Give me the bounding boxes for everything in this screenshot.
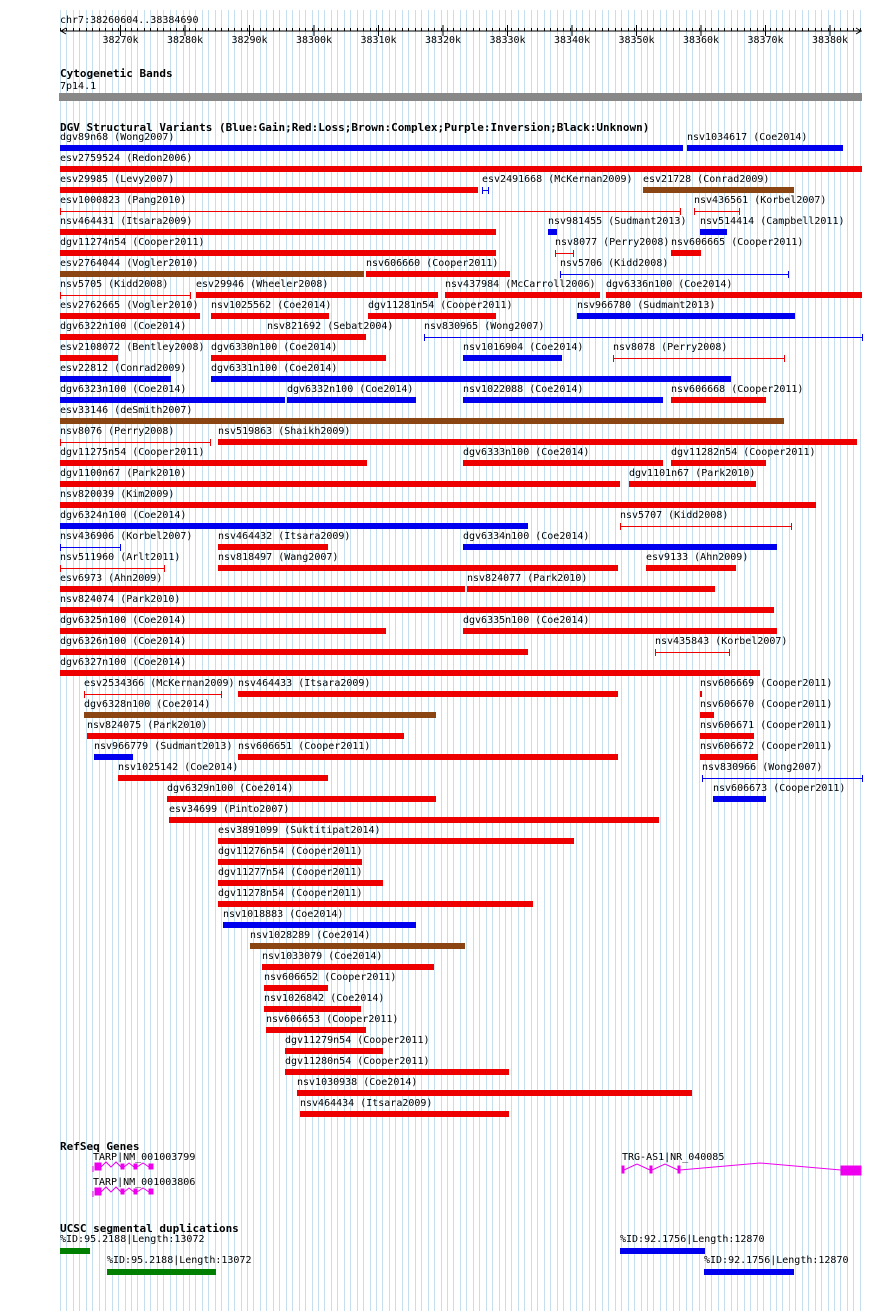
variant-bar[interactable] [267,334,366,340]
variant-bar[interactable] [577,313,795,319]
cytoband-bar[interactable] [59,93,862,101]
ruler-tick-label: 38300k [295,35,333,46]
variant-bar[interactable] [463,460,663,466]
variant-bar[interactable] [238,691,618,697]
variant-label[interactable]: dgv11281n54 (Cooper2011) [368,300,513,311]
ruler-tick-label: 38280k [166,35,204,46]
variant-bar[interactable] [60,145,683,151]
gene-tarp-nm-001003799 [93,1162,153,1172]
variant-bar[interactable] [60,229,496,235]
grid-line [615,10,616,1311]
variant-label[interactable]: nsv8077 (Perry2008) [555,237,670,248]
grid-line [834,10,835,1311]
grid-line [511,10,512,1311]
variant-label[interactable]: esv2108072 (Bentley2008) [60,342,205,353]
variant-bar[interactable] [671,460,766,466]
variant-label[interactable]: nsv830965 (Wong2007) [424,321,545,332]
variant-label[interactable]: nsv824075 (Park2010) [87,720,208,731]
variant-label[interactable]: nsv830966 (Wong2007) [702,762,823,773]
grid-line [563,10,564,1311]
variant-label[interactable]: nsv606652 (Cooper2011) [264,972,397,983]
variant-label[interactable]: dgv6327n100 (Coe2014) [60,657,187,668]
variant-bar[interactable] [60,397,285,403]
ruler-tick-label: 38340k [553,35,591,46]
cytobands-track-title: Cytogenetic Bands [60,67,173,80]
grid-line [266,10,267,1311]
variant-bar[interactable] [463,628,777,634]
variant-bar[interactable] [211,313,329,319]
variant-label[interactable]: nsv606653 (Cooper2011) [266,1014,399,1025]
variant-label[interactable]: nsv519863 (Shaikh2009) [218,426,351,437]
variant-label[interactable]: nsv821692 (Sebat2004) [267,321,394,332]
variant-bar[interactable] [300,1111,509,1117]
grid-line [537,10,538,1311]
grid-line [531,10,532,1311]
variant-bar[interactable] [250,943,465,949]
variant-bar[interactable] [60,481,620,487]
variant-label[interactable]: esv2759524 (Redon2006) [60,153,193,164]
grid-line [279,10,280,1311]
variant-bar[interactable] [218,544,328,550]
variant-label[interactable]: nsv966780 (Sudmant2013) [577,300,716,311]
variant-label[interactable]: nsv5706 (Kidd2008) [560,258,669,269]
variant-label[interactable]: nsv966779 (Sudmant2013) [94,741,233,752]
ruler-tick-label: 38270k [102,35,139,46]
ruler [0,0,890,60]
grid-line [195,10,196,1311]
variant-label[interactable]: nsv1025562 (Coe2014) [211,300,332,311]
grid-line [595,10,596,1311]
variant-label[interactable]: nsv464431 (Itsara2009) [60,216,193,227]
variant-bar[interactable] [218,880,383,886]
variant-line[interactable] [702,774,863,782]
ruler-tick-label: 38320k [424,35,462,46]
variant-bar[interactable] [445,292,600,298]
variant-bar[interactable] [223,922,416,928]
grid-line [860,10,861,1311]
dgv-track-title: DGV Structural Variants (Blue:Gain;Red:Loss;Brown:Complex;Purple:Inversion;Black:Unknown) [60,121,650,134]
grid-line [524,10,525,1311]
variant-bar[interactable] [60,376,171,382]
grid-line [666,10,667,1311]
variant-label[interactable]: nsv820039 (Kim2009) [60,489,175,500]
grid-line [557,10,558,1311]
variant-label[interactable]: dgv6333n100 (Coe2014) [463,447,590,458]
variant-bar[interactable] [211,355,386,361]
variant-line[interactable] [560,270,789,278]
grid-line [582,10,583,1311]
variant-line[interactable] [60,438,211,446]
variant-bar[interactable] [60,586,465,592]
grid-line [189,10,190,1311]
variant-bar[interactable] [643,187,794,193]
variant-label[interactable]: esv2764044 (Vogler2010) [60,258,199,269]
variant-line[interactable] [613,354,785,362]
variant-label[interactable]: dgv6332n100 (Coe2014) [287,384,414,395]
grid-line [576,10,577,1311]
grid-line [241,10,242,1311]
variant-bar[interactable] [169,817,659,823]
variant-label[interactable]: dgv11274n54 (Cooper2011) [60,237,205,248]
grid-line [221,10,222,1311]
grid-line [234,10,235,1311]
variant-label[interactable]: nsv1026842 (Coe2014) [264,993,385,1004]
variant-label[interactable]: nsv8078 (Perry2008) [613,342,728,353]
variant-label[interactable]: dgv6331n100 (Coe2014) [211,363,338,374]
variant-label[interactable]: nsv5707 (Kidd2008) [620,510,729,521]
variant-label[interactable]: esv21728 (Conrad2009) [643,174,770,185]
grid-line [253,10,254,1311]
variant-label[interactable]: esv29985 (Levy2007) [60,174,175,185]
variant-label[interactable]: nsv606668 (Cooper2011) [671,384,804,395]
variant-bar[interactable] [167,796,436,802]
variant-bar[interactable] [548,229,557,235]
variant-label[interactable]: nsv1022088 (Coe2014) [463,384,584,395]
variant-line[interactable] [84,690,222,698]
refseq-gene-glyphs[interactable] [0,1160,890,1200]
grid-line [853,10,854,1311]
ruler-tick-label: 38330k [489,35,526,46]
grid-line [589,10,590,1311]
variant-label[interactable]: nsv981455 (Sudmant2013) [548,216,687,227]
variant-bar[interactable] [60,628,386,634]
variant-bar[interactable] [60,649,528,655]
ruler-tick-label: 38370k [747,35,784,46]
variant-label[interactable]: nsv436561 (Korbel2007) [694,195,827,206]
ruler-tick-label: 38350k [618,35,655,46]
variant-label[interactable]: dgv11280n54 (Cooper2011) [285,1056,430,1067]
variant-label[interactable]: esv2491668 (McKernan2009) [482,174,633,185]
grid-line [286,10,287,1311]
variant-label[interactable]: dgv11275n54 (Cooper2011) [60,447,205,458]
variant-label[interactable]: nsv436906 (Korbel2007) [60,531,193,542]
gene-label[interactable]: TARP|NM_001003806 [93,1177,196,1188]
variant-label[interactable]: dgv6329n100 (Coe2014) [167,783,294,794]
gene-tarp-nm-001003806 [93,1187,153,1197]
grid-line [550,10,551,1311]
variant-bar[interactable] [60,271,364,277]
ruler-tick-label: 38380k [811,35,849,46]
variant-label[interactable]: esv9133 (Ahn2009) [646,552,749,563]
variant-bar[interactable] [262,964,434,970]
variant-label[interactable]: nsv824077 (Park2010) [467,573,588,584]
variant-label[interactable]: nsv8076 (Perry2008) [60,426,175,437]
ruler-tick-label: 38290k [231,35,268,46]
variant-bar[interactable] [671,397,766,403]
variant-bar[interactable] [700,754,758,760]
grid-line [660,10,661,1311]
variant-label[interactable]: dgv6336n100 (Coe2014) [606,279,733,290]
grid-line [215,10,216,1311]
variant-bar[interactable] [60,460,367,466]
variant-bar[interactable] [366,271,510,277]
variant-bar[interactable] [218,901,533,907]
variant-bar[interactable] [196,292,438,298]
ruler-tick-label: 38360k [682,35,720,46]
variant-label[interactable]: dgv1101n67 (Park2010) [629,468,756,479]
variant-label[interactable]: nsv824074 (Park2010) [60,594,181,605]
grid-line [647,10,648,1311]
grid-line [518,10,519,1311]
variant-label[interactable]: dgv6322n100 (Coe2014) [60,321,187,332]
variant-bar[interactable] [264,985,328,991]
grid-line [202,10,203,1311]
variant-label[interactable]: esv1000823 (Pang2010) [60,195,187,206]
variant-bar[interactable] [463,397,663,403]
variant-bar[interactable] [60,523,528,529]
variant-label[interactable]: dgv11279n54 (Cooper2011) [285,1035,430,1046]
ruler-tick-label: 38310k [360,35,397,46]
variant-label[interactable]: nsv435843 (Korbel2007) [655,636,788,647]
refseq-track-title: RefSeq Genes [60,1140,140,1153]
grid-line [570,10,571,1311]
grid-line [544,10,545,1311]
variant-bar[interactable] [687,145,843,151]
variant-line[interactable] [620,522,792,530]
variant-label[interactable]: nsv1033079 (Coe2014) [262,951,383,962]
variant-label[interactable]: nsv818497 (Wang2007) [218,552,339,563]
variant-label[interactable]: nsv1016904 (Coe2014) [463,342,584,353]
variant-bar[interactable] [94,754,133,760]
variant-label[interactable]: nsv606671 (Cooper2011) [700,720,833,731]
variant-label[interactable]: esv29946 (Wheeler2008) [196,279,329,290]
variant-label[interactable]: dgv6330n100 (Coe2014) [211,342,338,353]
grid-line [273,10,274,1311]
grid-line [641,10,642,1311]
variant-label[interactable]: nsv1025142 (Coe2014) [118,762,239,773]
grid-line [608,10,609,1311]
variant-line[interactable] [424,333,863,341]
grid-line [679,10,680,1311]
variant-label[interactable]: nsv606665 (Cooper2011) [671,237,804,248]
variant-label[interactable]: nsv511960 (Arlt2011) [60,552,181,563]
variant-label[interactable]: dgv1100n67 (Park2010) [60,468,187,479]
variant-bar[interactable] [60,166,862,172]
variant-bar[interactable] [60,418,784,424]
gene-label[interactable]: TARP|NM_001003799 [93,1152,196,1163]
grid-line [634,10,635,1311]
variant-label[interactable]: dgv6328n100 (Coe2014) [84,699,211,710]
variant-bar[interactable] [629,481,756,487]
grid-line [621,10,622,1311]
variant-bar[interactable] [467,586,715,592]
variant-bar[interactable] [238,754,618,760]
variant-label[interactable]: dgv6323n100 (Coe2014) [60,384,187,395]
variant-bar[interactable] [60,670,760,676]
variant-label[interactable]: dgv11278n54 (Cooper2011) [218,888,363,899]
variant-bar[interactable] [264,1006,361,1012]
segdup-label[interactable]: %ID:95.2188|Length:13072 [60,1234,205,1245]
grid-line [247,10,248,1311]
grid-line [828,10,829,1311]
grid-line [673,10,674,1311]
gene-label[interactable]: TRG-AS1|NR_040085 [622,1152,725,1163]
variant-label[interactable]: dgv6335n100 (Coe2014) [463,615,590,626]
variant-bar[interactable] [84,712,436,718]
segdup-track-title: UCSC segmental duplications [60,1222,239,1235]
variant-line[interactable] [60,564,165,572]
grid-line [653,10,654,1311]
variant-label[interactable]: nsv5705 (Kidd2008) [60,279,169,290]
variant-label[interactable]: nsv606651 (Cooper2011) [238,741,371,752]
segdup-label[interactable]: %ID:92.1756|Length:12870 [704,1255,849,1266]
segdup-label[interactable]: %ID:92.1756|Length:12870 [620,1234,765,1245]
variant-label[interactable]: nsv1028289 (Coe2014) [250,930,371,941]
variant-label[interactable]: nsv606672 (Cooper2011) [700,741,833,752]
variant-bar[interactable] [646,565,736,571]
variant-bar[interactable] [87,733,404,739]
variant-bar[interactable] [700,691,702,697]
variant-bar[interactable] [671,250,701,256]
variant-label[interactable]: nsv464432 (Itsara2009) [218,531,351,542]
grid-line [292,10,293,1311]
variant-line[interactable] [555,249,574,257]
variant-label[interactable]: nsv1018883 (Coe2014) [223,909,344,920]
variant-label[interactable]: nsv606669 (Cooper2011) [700,678,833,689]
grid-line [208,10,209,1311]
variant-bar[interactable] [118,775,328,781]
variant-bar[interactable] [218,565,618,571]
variant-bar[interactable] [463,544,777,550]
variant-bar[interactable] [60,187,478,193]
grid-line [628,10,629,1311]
variant-label[interactable]: dgv6334n100 (Coe2014) [463,531,590,542]
grid-line [692,10,693,1311]
grid-line [686,10,687,1311]
variant-line[interactable] [60,291,191,299]
variant-label[interactable]: esv2762665 (Vogler2010) [60,300,199,311]
variant-label[interactable]: esv6973 (Ahn2009) [60,573,163,584]
variant-label[interactable]: dgv11277n54 (Cooper2011) [218,867,363,878]
grid-line [847,10,848,1311]
variant-bar[interactable] [60,313,200,319]
variant-bar[interactable] [60,355,118,361]
variant-line[interactable] [655,648,730,656]
segdup-bar[interactable] [620,1248,705,1254]
variant-label[interactable]: nsv606660 (Cooper2011) [366,258,499,269]
variant-bar[interactable] [285,1048,383,1054]
variant-label[interactable]: dgv11282n54 (Cooper2011) [671,447,816,458]
grid-line [260,10,261,1311]
variant-bar[interactable] [713,796,766,802]
variant-label[interactable]: nsv606670 (Cooper2011) [700,699,833,710]
grid-line [840,10,841,1311]
variant-label[interactable]: dgv6325n100 (Coe2014) [60,615,187,626]
variant-line[interactable] [60,207,681,215]
variant-label[interactable]: dgv6324n100 (Coe2014) [60,510,187,521]
gene-trg-as1 [622,1163,861,1175]
variant-bar[interactable] [60,607,774,613]
variant-bar[interactable] [211,376,731,382]
variant-bar[interactable] [266,1027,366,1033]
variant-label[interactable]: dgv89n68 (Wong2007) [60,132,175,143]
variant-bar[interactable] [218,859,362,865]
variant-bar[interactable] [700,712,714,718]
variant-bar[interactable] [700,229,727,235]
segdup-bar[interactable] [107,1269,216,1275]
variant-bar[interactable] [218,838,574,844]
variant-bar[interactable] [60,502,816,508]
variant-label[interactable]: dgv6326n100 (Coe2014) [60,636,187,647]
variant-bar[interactable] [285,1069,509,1075]
variant-label[interactable]: nsv464433 (Itsara2009) [238,678,371,689]
cytoband-label: 7p14.1 [60,81,97,92]
variant-label[interactable]: nsv437984 (McCarroll2006) [445,279,596,290]
variant-label[interactable]: dgv11276n54 (Cooper2011) [218,846,363,857]
variant-line[interactable] [60,543,121,551]
variant-label[interactable]: esv3891099 (Suktitipat2014) [218,825,381,836]
coordinates-label: chr7:38260604..38384690 [60,15,199,26]
variant-label[interactable]: nsv464434 (Itsara2009) [300,1098,433,1109]
variant-label[interactable]: esv33146 (deSmith2007) [60,405,193,416]
variant-label[interactable]: esv2534366 (McKernan2009) [84,678,235,689]
variant-label[interactable]: esv34699 (Pinto2007) [169,804,290,815]
variant-label[interactable]: nsv1030938 (Coe2014) [297,1077,418,1088]
variant-bar[interactable] [287,397,416,403]
variant-line[interactable] [694,207,740,215]
variant-bar[interactable] [297,1090,692,1096]
segdup-bar[interactable] [60,1248,90,1254]
variant-line[interactable] [482,186,489,194]
segdup-label[interactable]: %ID:95.2188|Length:13072 [107,1255,252,1266]
variant-bar[interactable] [606,292,862,298]
grid-line [228,10,229,1311]
variant-bar[interactable] [218,439,857,445]
variant-bar[interactable] [700,733,754,739]
variant-bar[interactable] [60,250,496,256]
variant-label[interactable]: esv22812 (Conrad2009) [60,363,187,374]
variant-label[interactable]: nsv1034617 (Coe2014) [687,132,808,143]
grid-line [602,10,603,1311]
variant-bar[interactable] [463,355,562,361]
variant-label[interactable]: nsv606673 (Cooper2011) [713,783,846,794]
segdup-bar[interactable] [704,1269,794,1275]
variant-label[interactable]: nsv514414 (Campbell2011) [700,216,845,227]
variant-bar[interactable] [368,313,496,319]
